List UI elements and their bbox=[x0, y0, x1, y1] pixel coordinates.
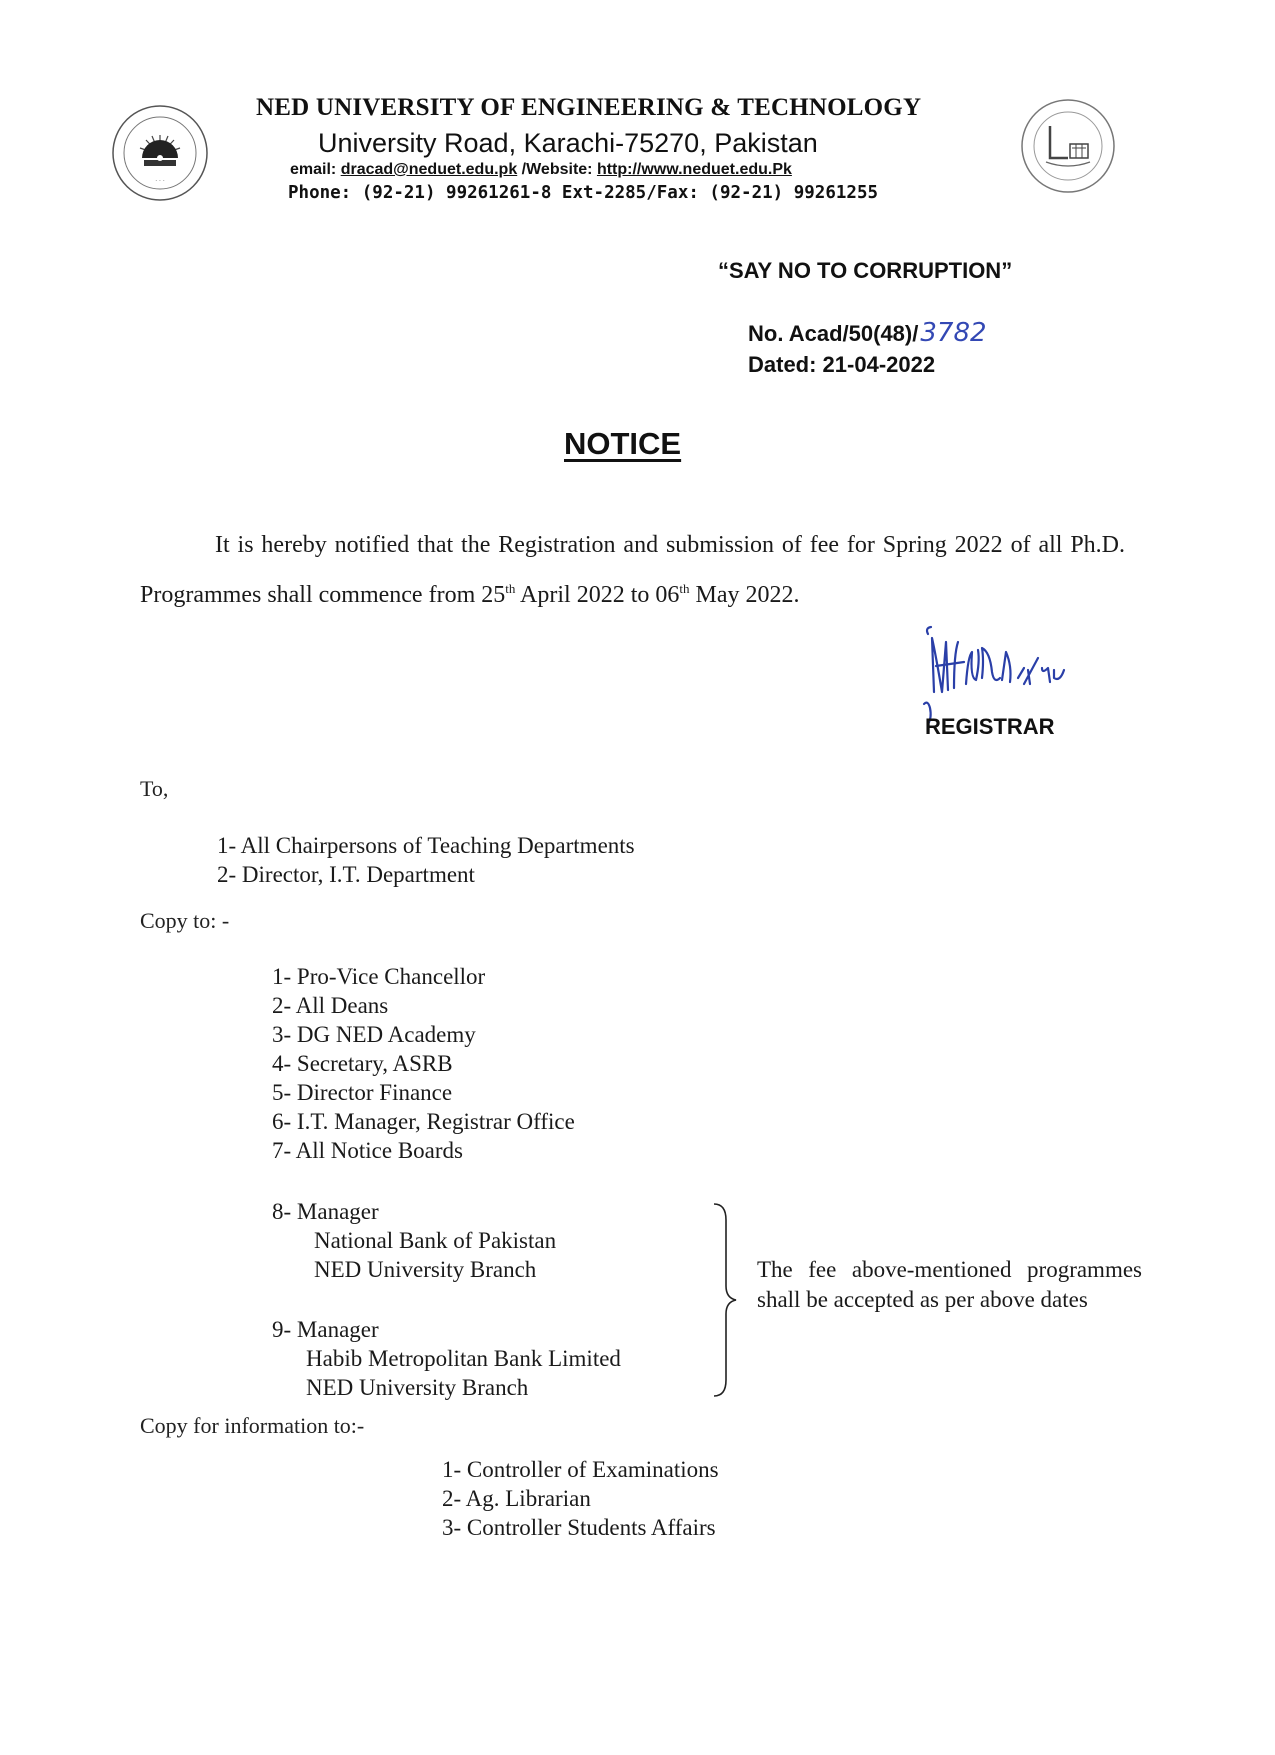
email-link[interactable]: dracad@neduet.edu.pk bbox=[340, 161, 518, 178]
registrar-designation: REGISTRAR bbox=[925, 714, 1055, 739]
reference-date: Dated: 21-04-2022 bbox=[748, 352, 936, 377]
to-item: 1- All Chairpersons of Teaching Departments bbox=[217, 833, 635, 858]
bank-habib-line-3: NED University Branch bbox=[306, 1375, 529, 1400]
to-list bbox=[217, 831, 635, 889]
svg-text:· · ·: · · · bbox=[155, 178, 165, 185]
curly-brace bbox=[710, 1200, 740, 1400]
website-label: /Website: bbox=[517, 161, 597, 178]
copy-to-item: 7- All Notice Boards bbox=[272, 1138, 463, 1163]
body-text-part-3: May 2022. bbox=[689, 582, 800, 608]
copy-to-list bbox=[272, 962, 575, 1165]
copy-to-item: 6- I.T. Manager, Registrar Office bbox=[272, 1109, 575, 1134]
university-logo-left bbox=[110, 103, 210, 203]
bank-habib-line-1: 9- Manager bbox=[272, 1317, 379, 1342]
bank-note: The fee above-mentioned programmes shall be accepted as per above dates bbox=[757, 1257, 1142, 1312]
anti-corruption-slogan: “SAY NO TO CORRUPTION” bbox=[718, 258, 1013, 283]
copy-for-information-item: 2- Ag. Librarian bbox=[442, 1486, 591, 1511]
copy-for-information-label: Copy for information to:- bbox=[140, 1413, 365, 1438]
university-logo-right bbox=[1018, 96, 1118, 196]
to-label: To, bbox=[140, 776, 169, 801]
copy-to-item: 1- Pro-Vice Chancellor bbox=[272, 964, 486, 989]
copy-for-information-list bbox=[442, 1455, 719, 1542]
university-address: University Road, Karachi-75270, Pakistan bbox=[318, 128, 818, 158]
bank-national-line-1: 8- Manager bbox=[272, 1199, 379, 1224]
university-phone: Phone: (92-21) 99261261-8 Ext-2285/Fax: (92-21) 99261255 bbox=[288, 183, 879, 203]
copy-to-label: Copy to: - bbox=[140, 908, 230, 933]
body-superscript-2: th bbox=[679, 581, 690, 596]
reference-number bbox=[748, 318, 987, 348]
notice-title: NOTICE bbox=[564, 426, 682, 461]
copy-to-item: 4- Secretary, ASRB bbox=[272, 1051, 453, 1076]
reference-number-handwritten: 3782 bbox=[920, 318, 987, 348]
body-superscript-1: th bbox=[505, 581, 516, 596]
to-item: 2- Director, I.T. Department bbox=[217, 862, 475, 887]
copy-to-item: 5- Director Finance bbox=[272, 1080, 453, 1105]
university-name: NED UNIVERSITY OF ENGINEERING & TECHNOLOGY bbox=[256, 94, 922, 121]
notice-body bbox=[140, 523, 1125, 617]
body-text-part-1: It is hereby notified that the Registration and submission of fee for Spring 2022 of all Ph.D. Programmes shall commence from 25 bbox=[140, 532, 1125, 608]
email-label: email: bbox=[290, 161, 341, 178]
copy-for-information-item: 1- Controller of Examinations bbox=[442, 1457, 719, 1482]
body-text-part-2: April 2022 to 06 bbox=[515, 582, 680, 608]
reference-number-label: No. Acad/50(48)/ bbox=[748, 321, 919, 346]
university-contact bbox=[290, 161, 792, 179]
bank-habib-line-2: Habib Metropolitan Bank Limited bbox=[306, 1346, 621, 1371]
copy-to-item: 2- All Deans bbox=[272, 993, 389, 1018]
bank-habib bbox=[272, 1315, 621, 1402]
bank-national-line-3: NED University Branch bbox=[314, 1257, 537, 1282]
copy-for-information-item: 3- Controller Students Affairs bbox=[442, 1515, 716, 1540]
bank-national-line-2: National Bank of Pakistan bbox=[314, 1228, 557, 1253]
bank-national bbox=[272, 1197, 556, 1284]
copy-to-item: 3- DG NED Academy bbox=[272, 1022, 476, 1047]
website-link[interactable]: http://www.neduet.edu.Pk bbox=[596, 161, 792, 178]
